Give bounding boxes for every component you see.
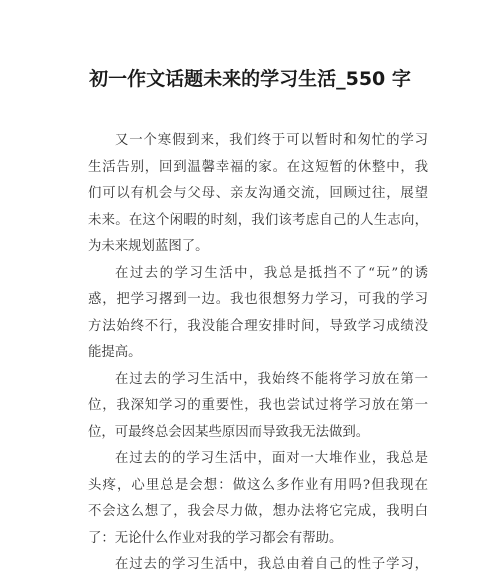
- text-line: 们可以有机会与父母、亲友沟通交流，回顾过往，展望: [88, 186, 428, 201]
- text-line: 惑，把学习撂到一边。我也很想努力学习，可我的学习: [88, 292, 428, 307]
- text-line: 方法始终不行，我没能合理安排时间，导致学习成绩没: [88, 318, 428, 334]
- text-line: 又一个寒假到来，我们终于可以暂时和匆忙的学习: [115, 133, 428, 148]
- text-line: 位，我深知学习的重要性，我也尝试过将学习放在第一: [88, 398, 428, 413]
- text-line: 不会这么想了，我会尽力做，想办法将它完成，我明白: [88, 504, 428, 519]
- text-line: 为未来规划蓝图了。: [88, 239, 209, 254]
- text-line: 在过去的学习生活中，我总由着自己的性子学习，: [115, 557, 428, 572]
- text-line: 头疼，心里总是会想：做这么多作业有用吗?但我现在: [88, 477, 428, 493]
- document-title: 初一作文话题未来的学习生活_550 字: [89, 68, 411, 90]
- text-line: 能提高。: [88, 345, 142, 360]
- paragraph-1: [88, 128, 428, 261]
- paragraph-2: [88, 261, 428, 367]
- text-line: 在过去的学习生活中，我总是抵挡不了“玩”的诱: [115, 265, 428, 281]
- text-line: 生活告别，回到温馨幸福的家。在这短暂的休整中，我: [88, 159, 428, 175]
- text-line: 位，可最终总会因某些原因而导致我无法做到。: [88, 424, 370, 440]
- text-line: 在过去的学习生活中，我始终不能将学习放在第一: [115, 371, 428, 387]
- document-body: [88, 128, 428, 579]
- paragraph-5: [88, 552, 428, 579]
- text-line: 了：无论什么作业对我的学习都会有帮助。: [88, 530, 343, 546]
- paragraph-4: [88, 446, 428, 552]
- text-line: 在过去的的学习生活中，面对一大堆作业，我总是: [115, 451, 428, 466]
- paragraph-3: [88, 367, 428, 447]
- text-line: 未来。在这个闲暇的时刻，我们该考虑自己的人生志向，: [88, 212, 428, 228]
